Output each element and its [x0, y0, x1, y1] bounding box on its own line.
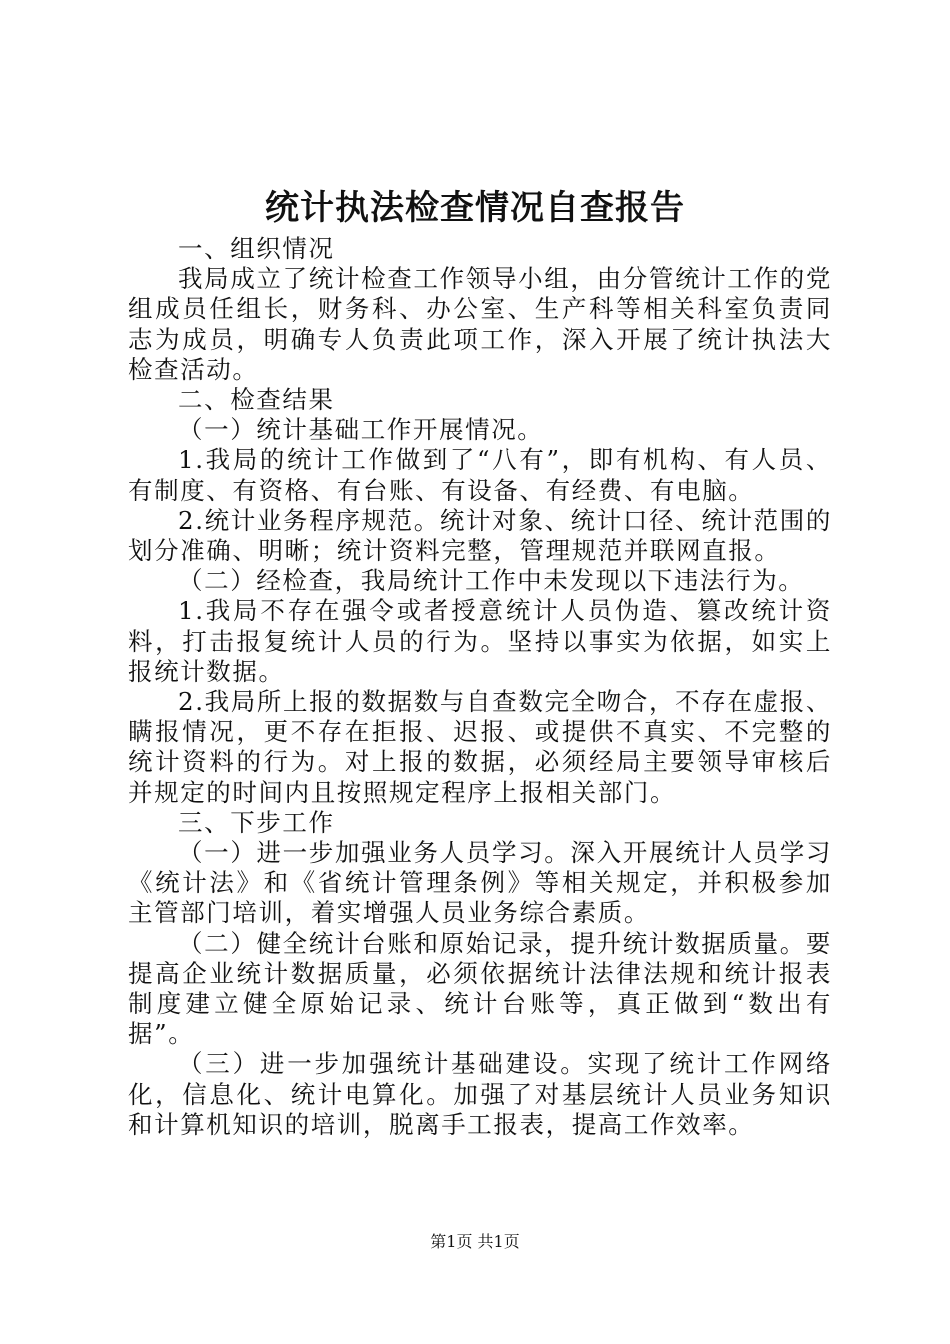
section-heading-results: 二、检查结果 [178, 385, 335, 415]
paragraph-procedure: 2.统计业务程序规范。统计对象、统计口径、统计范围的划分准确、明晰；统计资料完整，管理规范并联网直报。 [128, 505, 832, 566]
section-heading-next-steps: 三、下步工作 [178, 807, 335, 837]
subheading-no-violations: （二）经检查，我局统计工作中未发现以下违法行为。 [178, 566, 805, 596]
document-title: 统计执法检查情况自查报告 [265, 188, 685, 228]
paragraph-data-match: 2.我局所上报的数据数与自查数完全吻合，不存在虚报、瞒报情况，更不存在拒报、迟报、或提供不真实、不完整的统计资料的行为。对上报的数据，必须经局主要领导审核后并规定的时间内且按照规定程序上报相关部门。 [128, 687, 832, 807]
subheading-basic-work: （一）统计基础工作开展情况。 [178, 415, 544, 445]
document-body [128, 234, 832, 1140]
page-footer: 第1页 共1页 [430, 1232, 520, 1251]
section-heading-organization: 一、组织情况 [178, 234, 335, 263]
paragraph-staff-study: （一）进一步加强业务人员学习。深入开展统计人员学习《统计法》和《省统计管理条例》等相关规定，并积极参加主管部门培训，着实增强人员业务综合素质。 [128, 838, 832, 928]
paragraph-infrastructure: （三）进一步加强统计基础建设。实现了统计工作网络化，信息化、统计电算化。加强了对基层统计人员业务知识和计算机知识的培训，脱离手工报表，提高工作效率。 [128, 1049, 832, 1139]
paragraph-records: （二）健全统计台账和原始记录，提升统计数据质量。要提高企业统计数据质量，必须依据统计法律法规和统计报表制度建立健全原始记录、统计台账等，真正做到“数出有据”。 [128, 928, 832, 1049]
paragraph-no-falsification: 1.我局不存在强令或者授意统计人员伪造、篡改统计资料，打击报复统计人员的行为。坚持以事实为依据，如实上报统计数据。 [128, 596, 832, 686]
paragraph-eight-haves: 1.我局的统计工作做到了“八有”，即有机构、有人员、有制度、有资格、有台账、有设备、有经费、有电脑。 [128, 445, 832, 505]
paragraph-organization: 我局成立了统计检查工作领导小组，由分管统计工作的党组成员任组长，财务科、办公室、生产科等相关科室负责同志为成员，明确专人负责此项工作，深入开展了统计执法大检查活动。 [128, 264, 832, 384]
